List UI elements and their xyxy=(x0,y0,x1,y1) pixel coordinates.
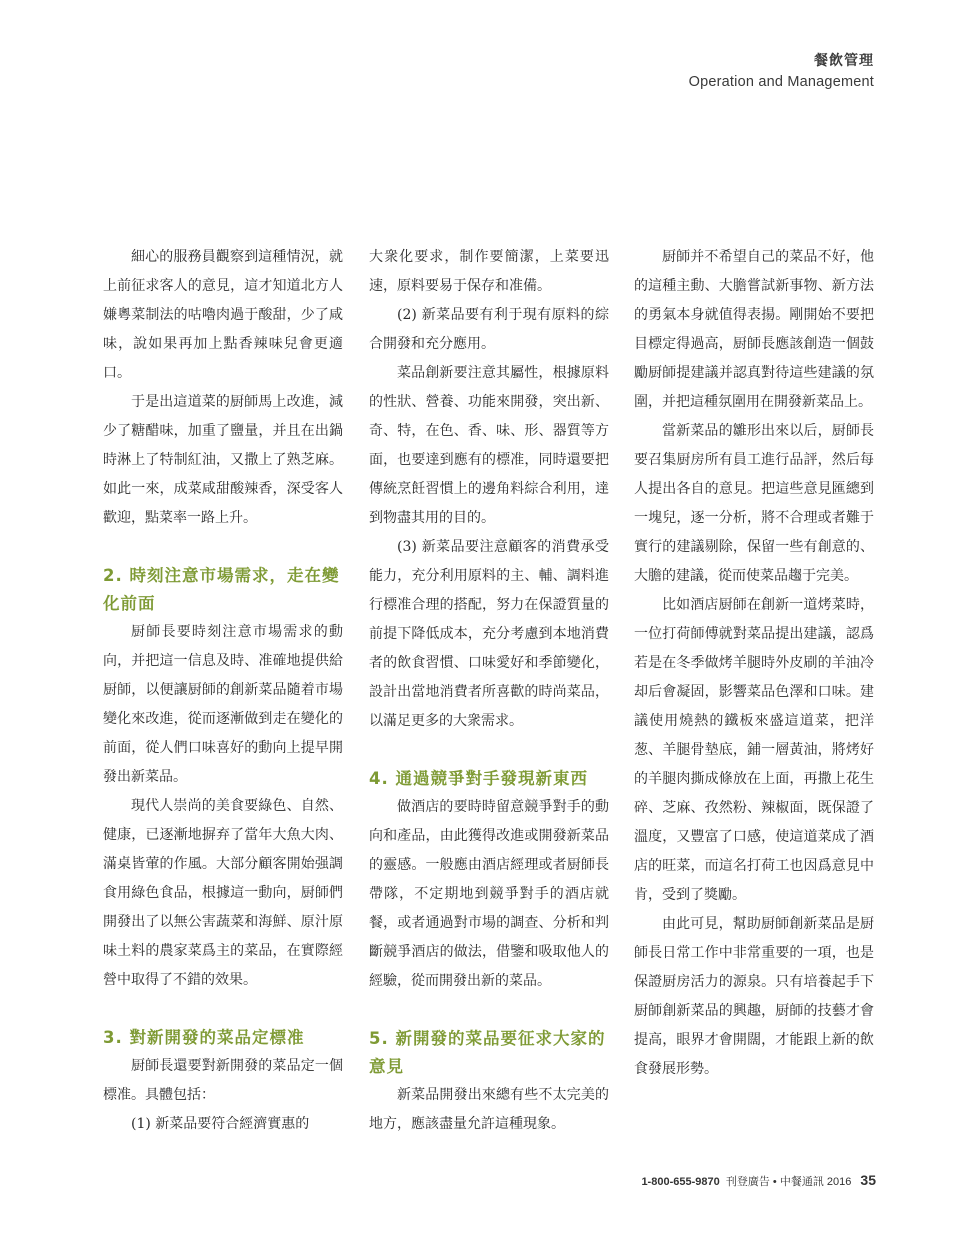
footer-ad-text: 刊登廣告 • 中餐通訊 2016 xyxy=(725,1176,852,1188)
page-header xyxy=(689,50,874,90)
section-spacer xyxy=(369,996,609,1025)
paragraph: 厨師并不希望自己的菜品不好，他的這種主動、大膽嘗試新事物、新方法的勇氣本身就值得表揚。剛開始不要把目標定得過高，厨師長應該創造一個鼓勵厨師提建議并認真對待這些建議的氛圍，并把這種氛圍用在開發新菜品上。 xyxy=(634,249,874,410)
section-subtitle: Operation and Management xyxy=(688,74,874,90)
paragraph: (1) 新菜品要符合經濟實惠的 xyxy=(131,1116,310,1132)
section-heading: 4. 通過競爭對手發現新東西 xyxy=(369,769,588,788)
paragraph: 做酒店的要時時留意競爭對手的動向和產品，由此獲得改進或開發新菜品的靈感。一般應由酒店經理或者厨師長帶隊，不定期地到競爭對手的酒店就餐，或者通過對市場的調查、分析和判斷競爭酒店的做法，借鑒和吸取他人的經驗，從而開發出新的菜品。 xyxy=(369,799,609,989)
paragraph: 比如酒店厨師在創新一道烤菜時，一位打荷師傅就對菜品提出建議，認爲若是在冬季做烤羊腿時外皮刷的羊油冷却后會凝固，影響菜品色澤和口味。建議使用燒熱的鐵板來盛這道菜，把洋葱、羊腿骨墊底，鋪一層黃油，將烤好的羊腿肉撕成條放在上面，再撒上花生碎、芝麻、孜然粉、辣椒面，既保證了溫度，又豐富了口感，使這道菜成了酒店的旺菜，而這名打荷工也因爲意見中肯，受到了獎勵。 xyxy=(634,597,874,903)
footer-phone: 1-800-655-9870 xyxy=(641,1176,720,1188)
section-heading: 2. 時刻注意市場需求，走在變化前面 xyxy=(103,566,340,613)
paragraph: 大衆化要求，制作要簡潔，上菜要迅速，原料要易于保存和准備。 xyxy=(369,249,609,294)
text-column-3 xyxy=(634,243,874,1084)
paragraph: 新菜品開發出來總有些不太完美的地方，應該盡量允許這種現象。 xyxy=(369,1087,609,1132)
page-number: 35 xyxy=(860,1172,876,1188)
paragraph: 于是出這道菜的厨師馬上改進，減少了糖醋味，加重了鹽量，并且在出鍋時淋上了特制紅油，又撒上了熟芝麻。如此一來，成菜咸甜酸辣香，深受客人歡迎，點菜率一路上升。 xyxy=(103,394,343,526)
page-footer xyxy=(641,1172,876,1189)
section-spacer xyxy=(103,995,343,1024)
paragraph: 菜品創新要注意其屬性，根據原料的性狀、營養、功能來開發，突出新、奇、特，在色、香、味、形、器質等方面，也要達到應有的標准，同時還要把傳統烹飪習慣上的邊角料綜合利用，達到物盡其用的目的。 xyxy=(369,365,609,526)
paragraph: (3) 新菜品要注意顧客的消費承受能力，充分利用原料的主、輔、調料進行標准合理的搭配，努力在保證質量的前提下降低成本，充分考慮到本地消費者的飲食習慣、口味愛好和季節變化，設計出當地消費者所喜歡的時尚菜品，以滿足更多的大衆需求。 xyxy=(369,539,609,729)
section-title: 餐飲管理 xyxy=(814,53,874,69)
paragraph: 厨師長要時刻注意市場需求的動向，并把這一信息及時、准確地提供給厨師，以便讓厨師的創新菜品隨着市場變化來改進，從而逐漸做到走在變化的前面，從人們口味喜好的動向上提早開發出新菜品。 xyxy=(103,624,343,785)
section-spacer xyxy=(103,533,343,562)
section-heading: 3. 對新開發的菜品定標准 xyxy=(103,1028,305,1047)
paragraph: 現代人崇尚的美食要綠色、自然、健康，已逐漸地摒弃了當年大魚大肉、滿桌皆葷的作風。大部分顧客開始强調食用綠色食品，根據這一動向，厨師們開發出了以無公害蔬菜和海鮮、原汁原味土料的農家菜爲主的菜品，在實際經營中取得了不錯的效果。 xyxy=(103,798,343,988)
paragraph: 當新菜品的雛形出來以后，厨師長要召集厨房所有員工進行品評，然后每人提出各自的意見。把這些意見匯總到一塊兒，逐一分析，將不合理或者難于實行的建議剔除，保留一些有創意的、大膽的建議，從而使菜品趨于完美。 xyxy=(634,423,874,584)
section-heading: 5. 新開發的菜品要征求大家的意見 xyxy=(369,1029,606,1076)
section-spacer xyxy=(369,736,609,765)
paragraph: 細心的服務員觀察到這種情況，就上前征求客人的意見，這才知道北方人嫌粵菜制法的咕嚕肉過于酸甜，少了咸味，說如果再加上點香辣味兒會更適口。 xyxy=(103,249,343,381)
text-column-2 xyxy=(369,243,609,1139)
paragraph: 厨師長還要對新開發的菜品定一個標准。具體包括： xyxy=(103,1058,343,1103)
paragraph: 由此可見，幫助厨師創新菜品是厨師長日常工作中非常重要的一項，也是保證厨房活力的源泉。只有培養起手下厨師創新菜品的興趣，厨師的技藝才會提高，眼界才會開闊，才能跟上新的飲食發展形勢。 xyxy=(634,916,874,1077)
text-column-1 xyxy=(103,243,343,1139)
paragraph: (2) 新菜品要有利于現有原料的綜合開發和充分應用。 xyxy=(369,307,609,352)
